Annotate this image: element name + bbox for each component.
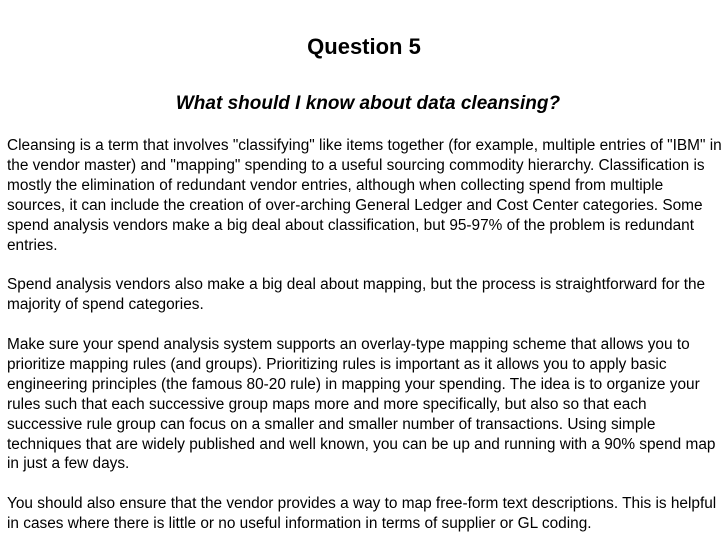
paragraph-mapping: Spend analysis vendors also make a big deal about mapping, but the process is straightforward for the majority of spend categories.	[7, 276, 706, 314]
paragraph-cleansing: Cleansing is a term that involves "classifying" like items together (for example, multiple entries of "IBM" in the vendor master) and "mapping" spending to a useful sourcing commodity hierarchy. Classification is mostly the elimination of redundant vendor entries, although when collecting spend from multiple sources, it can include the creation of over-arching General Ledger and Cost Center categories. Some spend analysis vendors make a big deal about classification, but 95-97% of the problem is redundant entries.	[7, 137, 722, 254]
paragraph-overlay-mapping: Make sure your spend analysis system supports an overlay-type mapping scheme that allows you to prioritize mapping rules (and groups). Prioritizing rules is important as it allows you to apply basic engineering principles (the famous 80-20 rule) in mapping your spending. The idea is to organize your rules such that each successive group maps more and more specifically, but also so that each successive rule group can focus on a smaller and smaller number of transactions. Using simple techniques that are widely published and well known, you can be up and running with a 90% spend map in just a few days.	[7, 336, 716, 473]
paragraph-free-form-text: You should also ensure that the vendor provides a way to map free-form text descriptions. This is helpful in cases where there is little or no useful information in terms of supplier or GL coding.	[7, 495, 717, 533]
slide-subtitle: What should I know about data cleansing?	[175, 93, 561, 114]
slide-title: Question 5	[307, 34, 421, 59]
slide-body	[7, 136, 725, 534]
